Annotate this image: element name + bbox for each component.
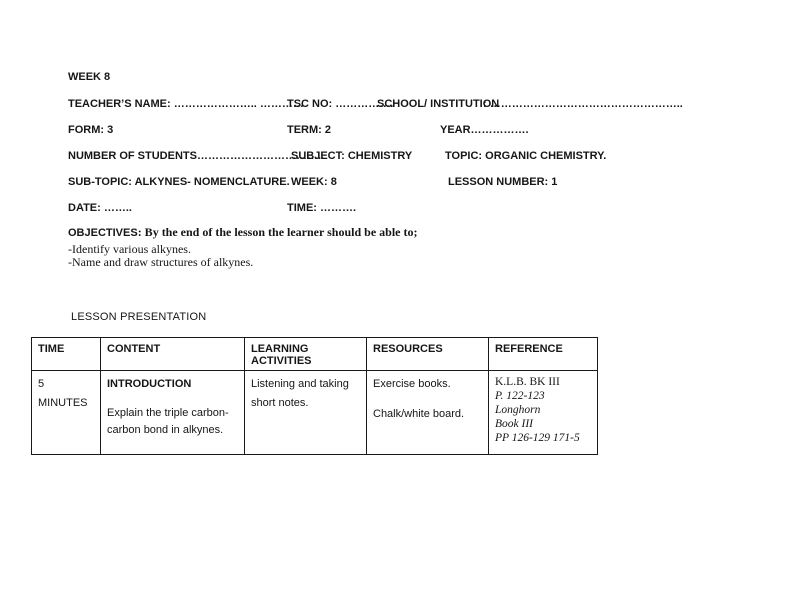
objectives-heading bbox=[68, 225, 417, 240]
reference-item: Book III bbox=[495, 418, 533, 430]
resources-cell bbox=[367, 371, 489, 455]
lesson-presentation-heading: LESSON PRESENTATION bbox=[71, 311, 207, 323]
col-header-learning-activities: LEARNING ACTIVITIES bbox=[245, 338, 367, 371]
objectives-list bbox=[68, 243, 253, 269]
objective-item: -Identify various alkynes. bbox=[68, 242, 191, 256]
reference-item: P. 122-123 bbox=[495, 390, 545, 402]
subject-field: SUBJECT: CHEMISTRY bbox=[291, 150, 413, 162]
time-field: TIME: ………. bbox=[287, 202, 357, 214]
objectives-label: OBJECTIVES bbox=[68, 227, 138, 239]
sub-topic-field: SUB-TOPIC: ALKYNES- NOMENCLATURE. bbox=[68, 176, 290, 188]
resource-item: Exercise books. bbox=[373, 378, 451, 390]
learning-activities-cell: Listening and taking short notes. bbox=[245, 371, 367, 455]
objective-item: -Name and draw structures of alkynes. bbox=[68, 255, 254, 269]
content-title: INTRODUCTION bbox=[107, 378, 192, 390]
term-field: TERM: 2 bbox=[287, 124, 331, 136]
reference-item: Longhorn bbox=[495, 404, 541, 416]
reference-main: K.L.B. BK III bbox=[495, 376, 560, 388]
content-cell bbox=[101, 371, 245, 455]
table-header-row bbox=[32, 338, 598, 371]
date-field: DATE: …….. bbox=[68, 202, 132, 214]
col-header-time: TIME bbox=[32, 338, 101, 371]
week-heading: WEEK 8 bbox=[68, 71, 111, 83]
form-field: FORM: 3 bbox=[68, 124, 114, 136]
school-institution-dots: : …………………………………………….. bbox=[483, 98, 683, 110]
number-of-students-field: NUMBER OF STUDENTS…………………………….. bbox=[68, 150, 325, 162]
year-field: YEAR……………. bbox=[440, 124, 529, 136]
col-header-reference: REFERENCE bbox=[489, 338, 598, 371]
col-header-resources: RESOURCES bbox=[367, 338, 489, 371]
table-row bbox=[32, 371, 598, 455]
objectives-text: : By the end of the lesson the learner should be able to; bbox=[137, 225, 418, 239]
week-no-field: WEEK: 8 bbox=[291, 176, 337, 188]
reference-cell bbox=[489, 371, 598, 455]
lesson-presentation-table bbox=[31, 337, 598, 455]
tsc-no-field: TSC NO: ……………. bbox=[287, 98, 394, 110]
time-cell: 5 MINUTES bbox=[32, 371, 101, 455]
topic-field: TOPIC: ORGANIC CHEMISTRY. bbox=[445, 150, 607, 162]
reference-item: PP 126-129 171-5 bbox=[495, 432, 580, 444]
school-institution-label: SCHOOL/ INSTITUTION bbox=[377, 98, 500, 110]
col-header-content: CONTENT bbox=[101, 338, 245, 371]
teacher-name-field: TEACHER’S NAME: ………………….. ………… bbox=[68, 98, 304, 110]
resource-item: Chalk/white board. bbox=[373, 408, 465, 420]
lesson-number-field: LESSON NUMBER: 1 bbox=[448, 176, 558, 188]
content-body: Explain the triple carbon-carbon bond in alkynes. bbox=[107, 407, 229, 436]
